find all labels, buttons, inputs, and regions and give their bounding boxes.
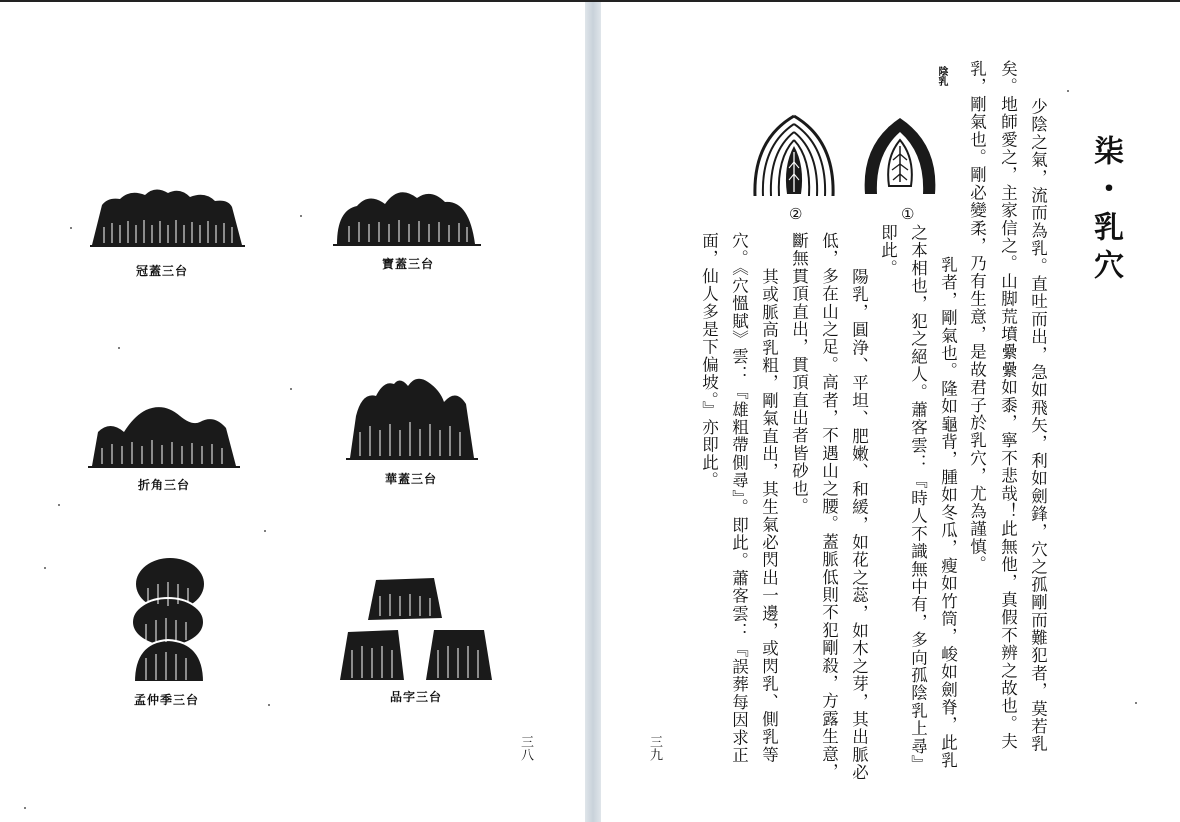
text-column-9: 斷無貫頂直出，貫頂直出者皆砂也。 [789,232,809,516]
marker-2: ② [789,205,803,223]
three-peaks-flat-icon [90,185,245,250]
tall-peaks-icon [346,374,478,462]
page-gutter [585,2,601,822]
text-column-1: 少陰之氣，流而為乳。直吐而出，急如飛矢，利如劍鋒，穴之孤剛而難犯者，莫若乳 [1028,98,1048,753]
page-number-left: 三八 [518,735,533,761]
layered-nipple-diagram-icon [751,112,837,200]
scan-speck [264,530,266,532]
scan-speck [1135,702,1137,704]
text-column-5: 之本相也，犯之絕人。蕭客雲：『時人不識無中有，多向孤陰乳上尋』 [908,224,928,773]
scan-speck [118,347,120,349]
caption-guangai-santai: 冠蓋三台 [136,264,189,278]
marker-1: ① [901,205,915,223]
text-column-8: 低，多在山之足。高者，不遇山之腰。蓋脈低則不犯剛殺，方露生意， [819,232,839,781]
figure-guangai-santai [90,185,245,250]
section-title: 柒・乳穴 [1088,135,1123,287]
figure-yin-nipple-1 [857,114,943,198]
three-domes-icon [333,182,481,250]
figure-baogai-santai [333,182,481,250]
caption-pinzi-santai: 品字三台 [390,690,443,704]
text-column-4: 乳者，剛氣也。隆如龜背，腫如冬瓜，瘦如竹筒，峻如劍脊，此乳 [938,256,958,770]
scan-speck [58,504,60,506]
scan-speck [300,215,302,217]
caption-mengzhongji-santai: 孟仲季三台 [134,693,200,707]
pin-shaped-mounds-icon [338,574,494,684]
yin-nipple-diagram-icon [857,114,943,198]
right-page [601,2,1180,822]
scan-speck [290,388,292,390]
caption-baogai-santai: 寶蓋三台 [382,257,435,271]
scan-speck [1067,90,1069,92]
figure-label-yinru: 陰乳 [936,66,947,86]
text-column-2: 矣。地師愛之，主家信之。山脚荒墳纍纍如黍，寧不悲哉！此無他，真假不辨之故也。夫 [998,60,1018,751]
text-column-3: 乳，剛氣也。剛必變柔，乃有生意，是故君子於乳穴，尤為謹慎。 [967,60,987,574]
figure-yin-nipple-2 [751,112,837,200]
text-column-10: 其或脈高乳粗，剛氣直出，其生氣必閃出一邊，或閃乳、側乳等 [759,268,779,764]
stacked-mounds-icon [128,554,212,686]
text-column-11: 穴。《穴慍賦》雲：『雄粗帶側尋』。即此。蕭客雲：『誤葬每因求正 [729,232,749,765]
scan-speck [44,567,46,569]
scan-speck [70,227,72,229]
scan-speck [268,704,270,706]
caption-huagai-santai: 華蓋三台 [385,472,438,486]
scan-speck [24,807,26,809]
figure-mengzhongji-santai [128,554,212,686]
figure-pinzi-santai [338,574,494,684]
text-column-6: 即此。 [878,224,898,278]
caption-zhejiao-santai: 折角三台 [138,478,191,492]
text-column-12: 面，仙人多是下偏坡。』亦即此。 [699,232,719,490]
left-page [0,2,585,822]
figure-huagai-santai [346,374,478,462]
stepped-peaks-icon [88,402,240,470]
figure-zhejiao-santai [88,402,240,470]
text-column-7: 陽乳，圓浄、平坦、肥嫩、和緩，如花之蕊，如木之芽，其出脈必 [849,268,869,782]
page-number-right: 三九 [647,735,662,761]
